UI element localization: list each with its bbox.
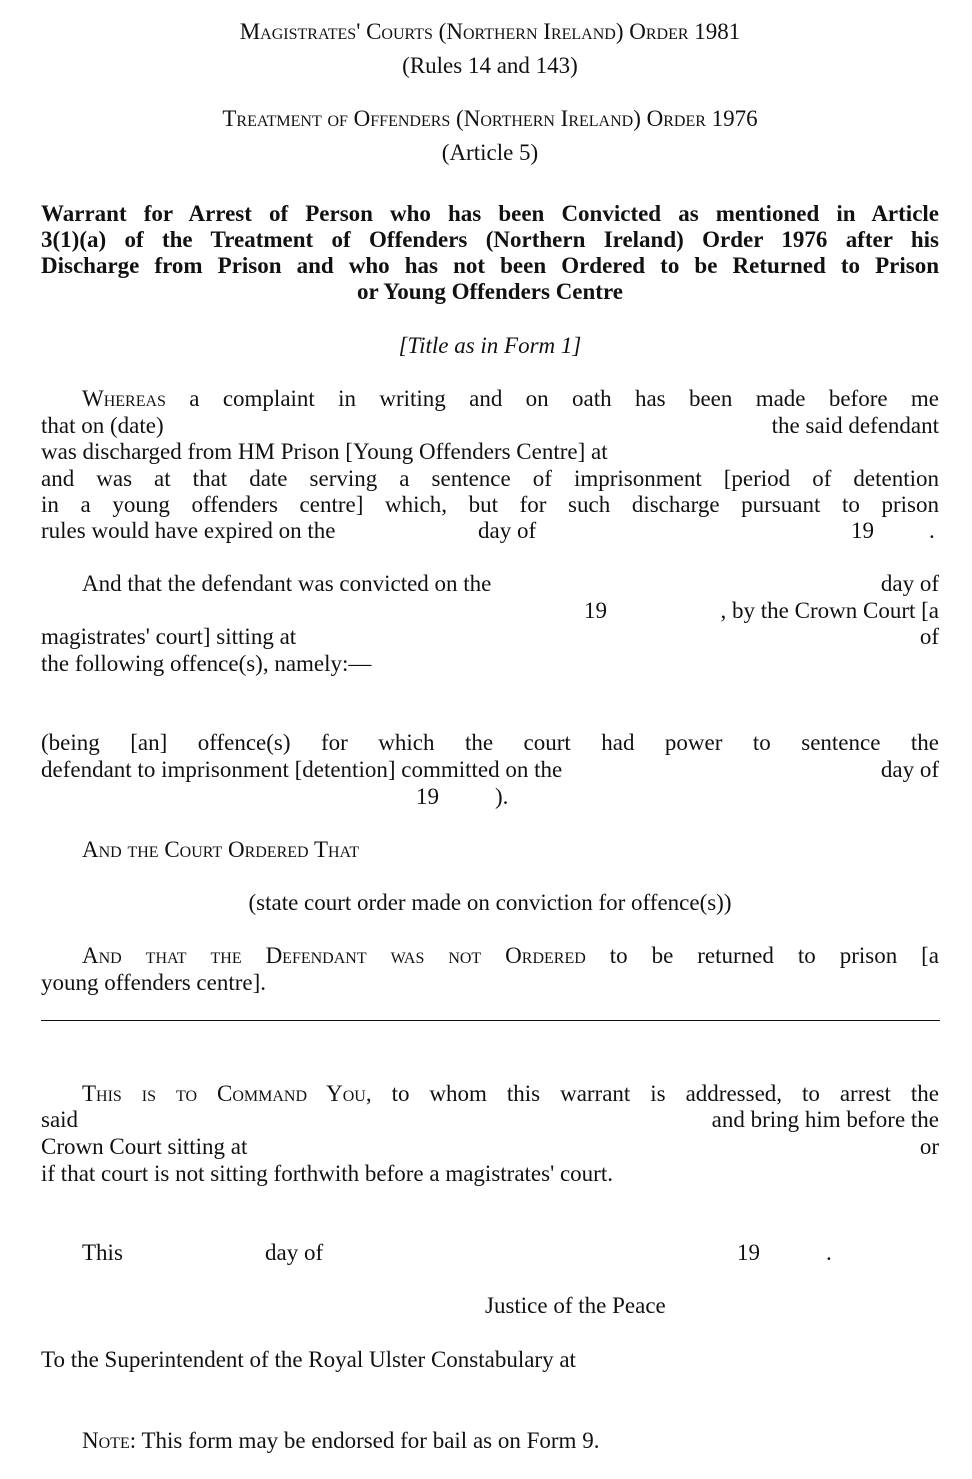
convicted-line2-a: 19	[584, 598, 607, 623]
whereas-line6-a: rules would have expired on the	[41, 518, 336, 543]
command-line2-left: said	[41, 1107, 79, 1132]
being-line3-b: ).	[495, 784, 509, 809]
act1-rules: (Rules 14 and 143)	[402, 53, 578, 78]
command-line3-right: or	[919, 1134, 939, 1159]
whereas-lead: Whereas	[82, 386, 166, 411]
form-title-line3: Discharge from Prison and who has not been Ordered to be Returned to Prison	[41, 253, 939, 278]
dateline-year: 19	[737, 1240, 760, 1265]
signature-justice: Justice of the Peace	[485, 1293, 666, 1318]
command-line1	[82, 1081, 939, 1108]
being-line1: (being [an] offence(s) for which the court had power to sentence the	[41, 730, 939, 755]
dateline-day-of: day of	[265, 1240, 324, 1265]
state-court-order: (state court order made on conviction for offence(s))	[248, 890, 732, 915]
convicted-line2-b: , by the Crown Court [a	[720, 598, 939, 623]
note-label: Note:	[82, 1428, 137, 1453]
being-line2-left: defendant to imprisonment [detention] committed on the	[41, 757, 563, 782]
addressee-line: To the Superintendent of the Royal Ulster Constabulary at	[41, 1347, 576, 1372]
not-ordered-rest: to be returned to prison [a	[609, 943, 940, 968]
command-line4: if that court is not sitting forthwith before a magistrates' court.	[41, 1161, 613, 1186]
dateline-this: This	[82, 1240, 123, 1265]
not-ordered-lead: And that the Defendant was not Ordered	[82, 943, 586, 968]
whereas-line2-left: that on (date)	[41, 413, 164, 438]
form-title-line2: 3(1)(a) of the Treatment of Offenders (Northern Ireland) Order 1976 after his	[41, 227, 939, 252]
whereas-line3: was discharged from HM Prison [Young Offenders Centre] at	[41, 439, 608, 464]
being-line2-right: day of	[880, 757, 939, 782]
being-line3-a: 19	[416, 784, 439, 809]
whereas-line6-b: day of	[478, 518, 537, 543]
command-rest: to whom this warrant is addressed, to arrest the	[391, 1081, 939, 1106]
convicted-line3-left: magistrates' court] sitting at	[41, 624, 297, 649]
command-line2-right: and bring him before the	[711, 1107, 939, 1132]
convicted-line3-right: of	[919, 624, 939, 649]
whereas-line2-right: the said defendant	[771, 413, 939, 438]
act1-title: Magistrates' Courts (Northern Ireland) Order 1981	[239, 19, 741, 44]
whereas-line5: in a young offenders centre] which, but for such discharge pursuant to prison	[41, 492, 939, 517]
whereas-line1-rest: a complaint in writing and on oath has been made before me	[189, 386, 940, 411]
whereas-line6-c: 19	[851, 518, 874, 543]
whereas-line4: and was at that date serving a sentence of imprisonment [period of detention	[41, 466, 939, 491]
command-lead: This is to Command You,	[82, 1081, 372, 1106]
act2-title: Treatment of Offenders (Northern Ireland) Order 1976	[222, 106, 758, 131]
dateline-dot: .	[826, 1240, 832, 1265]
act2-article: (Article 5)	[441, 140, 539, 165]
convicted-line1-right: day of	[880, 571, 939, 596]
convicted-line4: the following offence(s), namely:—	[41, 651, 372, 676]
convicted-line1-left: And that the defendant was convicted on the	[82, 571, 492, 596]
not-ordered-line2: young offenders centre].	[41, 970, 267, 995]
section-divider	[41, 1020, 940, 1021]
whereas-line1	[82, 386, 939, 413]
command-line3-left: Crown Court sitting at	[41, 1134, 248, 1159]
note-line	[82, 1428, 599, 1455]
note-text: This form may be endorsed for bail as on Form 9.	[141, 1428, 600, 1453]
form-title-line1: Warrant for Arrest of Person who has been Convicted as mentioned in Article	[41, 201, 939, 226]
form-title-line4: or Young Offenders Centre	[357, 279, 623, 304]
not-ordered-line1	[82, 943, 939, 970]
title-reference: [Title as in Form 1]	[398, 333, 582, 358]
court-ordered-heading: And the Court Ordered That	[82, 837, 360, 862]
whereas-line6-d: .	[929, 518, 935, 543]
